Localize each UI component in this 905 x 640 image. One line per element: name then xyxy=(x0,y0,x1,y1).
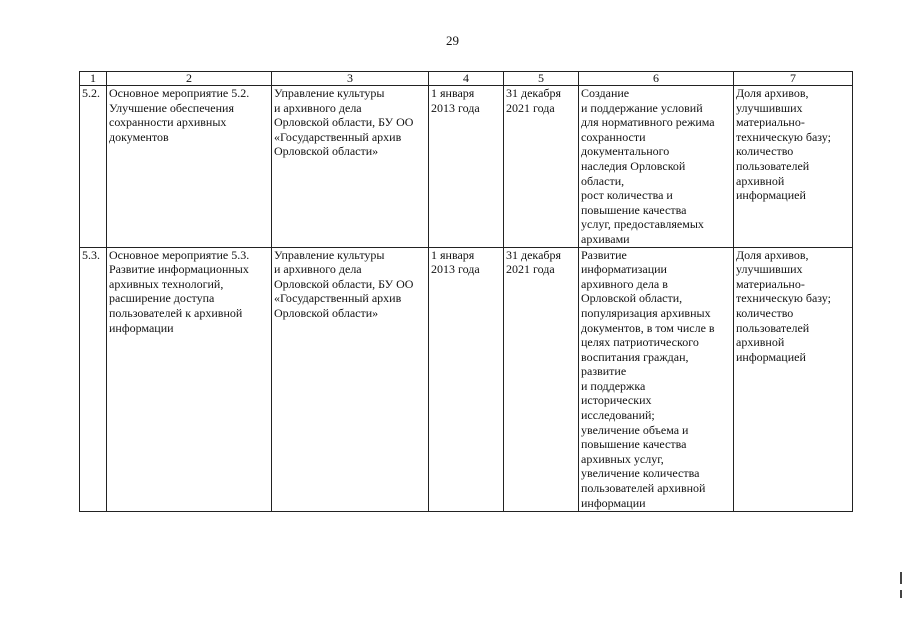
cell-line: исторических xyxy=(581,393,652,408)
cell-line: Создание xyxy=(581,86,630,100)
margin-mark xyxy=(900,572,902,584)
table-row xyxy=(80,86,853,248)
cell-line: целях патриотического xyxy=(581,335,699,350)
start-date-cell xyxy=(429,247,504,511)
cell-line: воспитания граждан, xyxy=(581,349,689,364)
cell-line: количество xyxy=(736,305,794,320)
cell-line: популяризация архивных xyxy=(581,305,711,320)
cell-line: 2013 года xyxy=(431,100,480,115)
cell-line: 2013 года xyxy=(431,262,480,277)
event-cell xyxy=(107,247,272,511)
cell-line: пользователей xyxy=(736,158,810,173)
cell-line: Орловской области» xyxy=(274,305,379,320)
cell-line: Орловской области, xyxy=(581,291,683,306)
cell-line: повышение качества xyxy=(581,437,687,452)
cell-line: архивной xyxy=(736,173,785,188)
indicators-cell xyxy=(734,247,853,511)
cell-line: увеличение количества xyxy=(581,466,700,481)
cell-line: архивного дела в xyxy=(581,276,668,291)
end-date-cell xyxy=(504,247,579,511)
indicators-cell xyxy=(734,86,853,248)
cell-line: Доля архивов, xyxy=(736,247,809,262)
cell-line: сохранности архивных xyxy=(109,115,227,130)
col-header-4: 4 xyxy=(429,72,504,86)
cell-line: 1 января xyxy=(431,86,475,100)
cell-line: количество xyxy=(736,144,794,159)
program-table xyxy=(79,71,853,512)
cell-line: увеличение объема и xyxy=(581,422,689,437)
cell-line: документов xyxy=(109,129,169,144)
cell-line: архивами xyxy=(581,231,630,246)
cell-line: пользователей к архивной xyxy=(109,305,243,320)
col-header-3: 3 xyxy=(272,72,429,86)
cell-line: «Государственный архив xyxy=(274,291,402,306)
cell-line: 2021 года xyxy=(506,262,555,277)
cell-line: области, xyxy=(581,173,625,188)
cell-line: архивной xyxy=(736,335,785,350)
row-number: 5.3. xyxy=(80,247,107,511)
cell-line: и поддержание условий xyxy=(581,100,703,115)
cell-line: рост количества и xyxy=(581,188,673,203)
result-cell xyxy=(579,86,734,248)
cell-line: материально- xyxy=(736,276,805,291)
cell-line: информации xyxy=(109,320,174,335)
cell-line: Управление культуры xyxy=(274,247,385,262)
cell-line: повышение качества xyxy=(581,202,687,217)
cell-line: Развитие xyxy=(581,247,627,262)
cell-line: расширение доступа xyxy=(109,291,215,306)
cell-line: информацией xyxy=(736,349,806,364)
col-header-2: 2 xyxy=(107,72,272,86)
end-date-cell xyxy=(504,86,579,248)
col-header-7: 7 xyxy=(734,72,853,86)
executor-cell xyxy=(272,86,429,248)
cell-line: Доля архивов, xyxy=(736,86,809,100)
cell-line: 1 января xyxy=(431,247,475,262)
col-header-6: 6 xyxy=(579,72,734,86)
cell-line: и архивного дела xyxy=(274,100,362,115)
cell-line: Орловской области» xyxy=(274,144,379,159)
cell-line: Основное мероприятие 5.3. xyxy=(109,247,250,262)
margin-mark xyxy=(900,590,902,598)
cell-line: Орловской области, БУ ОО xyxy=(274,276,414,291)
cell-line: пользователей xyxy=(736,320,810,335)
cell-line: Орловской области, БУ ОО xyxy=(274,115,414,130)
cell-line: материально- xyxy=(736,115,805,130)
cell-line: улучшивших xyxy=(736,100,803,115)
cell-line: техническую базу; xyxy=(736,129,831,144)
cell-line: для нормативного режима xyxy=(581,115,715,130)
cell-line: пользователей архивной xyxy=(581,481,706,496)
cell-line: Улучшение обеспечения xyxy=(109,100,234,115)
cell-line: наследия Орловской xyxy=(581,158,686,173)
executor-cell xyxy=(272,247,429,511)
event-cell xyxy=(107,86,272,248)
cell-line: документального xyxy=(581,144,670,159)
cell-line: развитие xyxy=(581,364,627,379)
cell-line: информацией xyxy=(736,188,806,203)
start-date-cell xyxy=(429,86,504,248)
cell-line: 31 декабря xyxy=(506,86,562,100)
col-header-5: 5 xyxy=(504,72,579,86)
cell-line: Развитие информационных xyxy=(109,262,249,277)
col-header-1: 1 xyxy=(80,72,107,86)
cell-line: Управление культуры xyxy=(274,86,385,100)
cell-line: улучшивших xyxy=(736,262,803,277)
cell-line: архивных технологий, xyxy=(109,276,224,291)
cell-line: 31 декабря xyxy=(506,247,562,262)
cell-line: и поддержка xyxy=(581,378,646,393)
cell-line: услуг, предоставляемых xyxy=(581,217,704,232)
cell-line: техническую базу; xyxy=(736,291,831,306)
cell-line: информатизации xyxy=(581,262,667,277)
column-number-row xyxy=(80,72,853,86)
cell-line: архивных услуг, xyxy=(581,451,664,466)
result-cell xyxy=(579,247,734,511)
cell-line: 2021 года xyxy=(506,100,555,115)
row-number: 5.2. xyxy=(80,86,107,248)
cell-line: Основное мероприятие 5.2. xyxy=(109,86,250,100)
cell-line: «Государственный архив xyxy=(274,129,402,144)
cell-line: и архивного дела xyxy=(274,262,362,277)
table-row xyxy=(80,247,853,511)
page-number: 29 xyxy=(446,33,459,48)
cell-line: сохранности xyxy=(581,129,646,144)
cell-line: исследований; xyxy=(581,408,655,423)
cell-line: документов, в том числе в xyxy=(581,320,715,335)
cell-line: информации xyxy=(581,495,646,510)
